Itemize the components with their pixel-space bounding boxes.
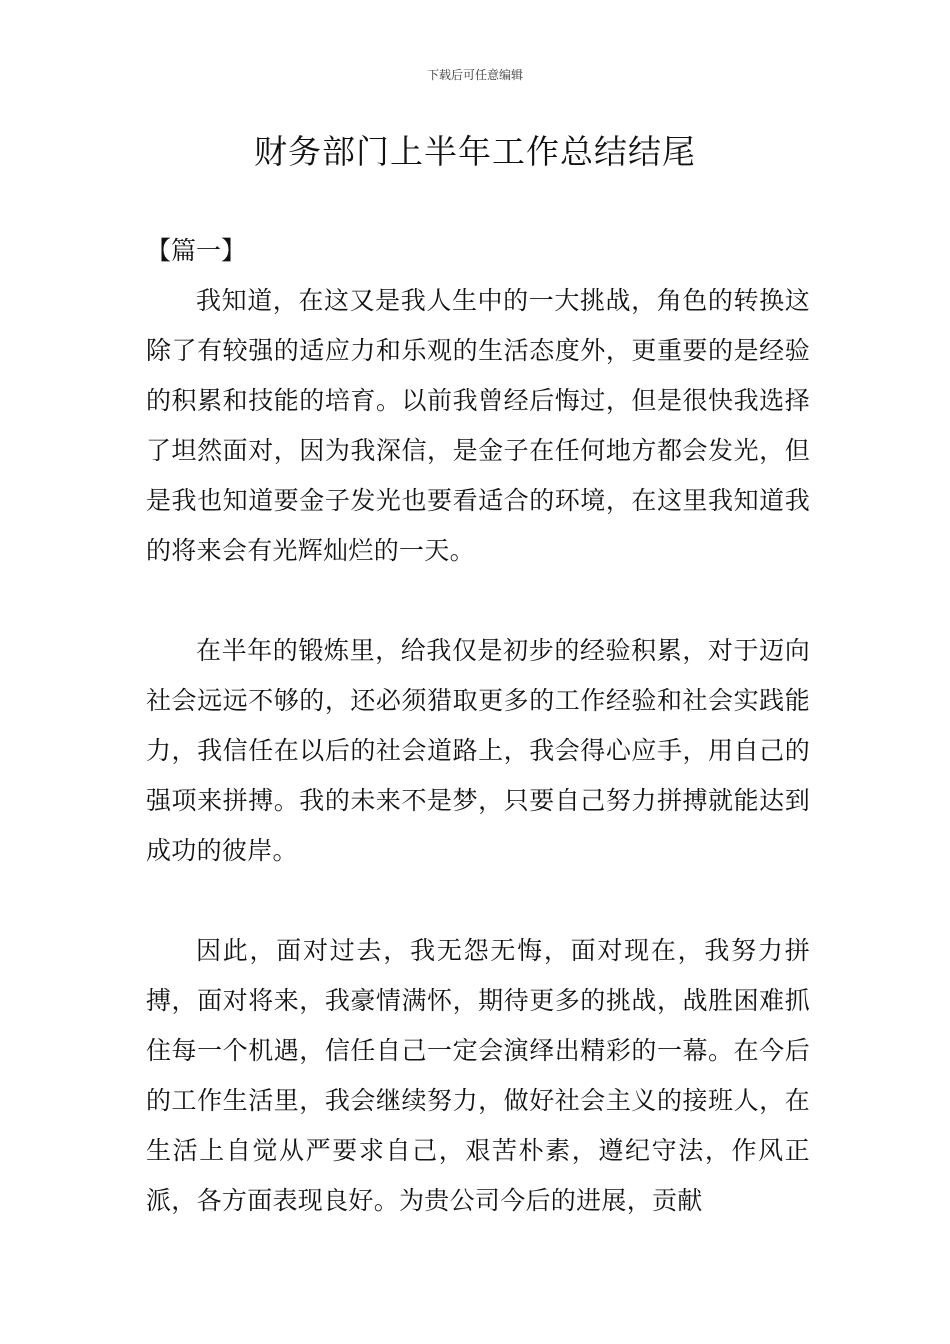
document-body: [146, 226, 810, 1226]
header-note: 下载后可任意编辑: [426, 68, 523, 82]
section-label: 【篇一】: [146, 236, 247, 265]
paragraph-2: 在半年的锻炼里，给我仅是初步的经验积累，对于迈向社会远远不够的，还必须猎取更多的工作经验和社会实践能力，我信任在以后的社会道路上，我会得心应手，用自己的强项来拼搏。我的未来不是梦，只要自己努力拼搏就能达到成功的彼岸。: [146, 636, 810, 865]
document-title: 财务部门上半年工作总结结尾: [254, 132, 696, 171]
paragraph-3: 因此，面对过去，我无怨无悔，面对现在，我努力拼搏，面对将来，我豪情满怀，期待更多的挑战，战胜困难抓住每一个机遇，信任自己一定会演绎出精彩的一幕。在今后的工作生活里，我会继续努力，做好社会主义的接班人，在生活上自觉从严要求自己，艰苦朴素，遵纪守法，作风正派，各方面表现良好。为贵公司今后的进展，贡献: [146, 936, 810, 1215]
paragraph-1: 我知道，在这又是我人生中的一大挑战，角色的转换这除了有较强的适应力和乐观的生活态度外，更重要的是经验的积累和技能的培育。以前我曾经后悔过，但是很快我选择了坦然面对，因为我深信，是金子在任何地方都会发光，但是我也知道要金子发光也要看适合的环境，在这里我知道我的将来会有光辉灿烂的一天。: [146, 286, 810, 565]
